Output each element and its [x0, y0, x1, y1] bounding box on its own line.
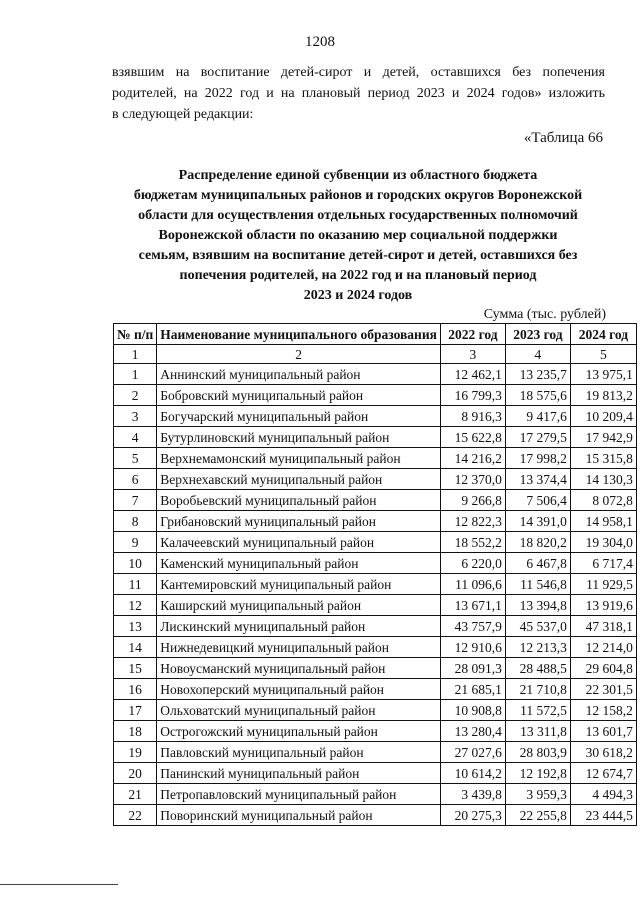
intro-line: взявшим на воспитание детей-сирот и детей, оставшихся без попечения [112, 65, 605, 80]
row-number: 10 [114, 553, 157, 574]
row-number: 18 [114, 721, 157, 742]
municipality-name: Бутурлиновский муниципальный район [157, 427, 441, 448]
municipality-name: Поворинский муниципальный район [157, 805, 441, 826]
title-line: Распределение единой субвенции из областного бюджета [178, 168, 538, 183]
row-number: 20 [114, 763, 157, 784]
municipality-name: Грибановский муниципальный район [157, 511, 441, 532]
municipality-name: Новоусманский муниципальный район [157, 658, 441, 679]
column-index: 5 [570, 345, 636, 364]
amount-2023: 12 192,8 [505, 763, 570, 784]
municipality-name: Воробьевский муниципальный район [157, 490, 441, 511]
amount-2024: 13 919,6 [570, 595, 636, 616]
table-row [114, 805, 637, 826]
amount-2022: 43 757,9 [440, 616, 505, 637]
footer-rule [0, 884, 118, 885]
amount-2022: 12 822,3 [440, 511, 505, 532]
amount-2024: 13 601,7 [570, 721, 636, 742]
amount-2023: 21 710,8 [505, 679, 570, 700]
amount-2022: 10 908,8 [440, 700, 505, 721]
column-index: 3 [440, 345, 505, 364]
amount-2023: 7 506,4 [505, 490, 570, 511]
amount-2022: 12 462,1 [440, 364, 505, 385]
municipality-name: Новохоперский муниципальный район [157, 679, 441, 700]
header-2023: 2023 год [505, 324, 570, 345]
table-row [114, 469, 637, 490]
amount-2023: 9 417,6 [505, 406, 570, 427]
municipality-name: Лискинский муниципальный район [157, 616, 441, 637]
header-2024: 2024 год [570, 324, 636, 345]
table-row [114, 616, 637, 637]
municipality-name: Калачеевский муниципальный район [157, 532, 441, 553]
amount-2022: 11 096,6 [440, 574, 505, 595]
row-number: 8 [114, 511, 157, 532]
municipality-name: Павловский муниципальный район [157, 742, 441, 763]
amount-2022: 15 622,8 [440, 427, 505, 448]
amount-2022: 27 027,6 [440, 742, 505, 763]
table-reference: «Таблица 66 [523, 130, 603, 146]
amount-2024: 23 444,5 [570, 805, 636, 826]
table-row [114, 385, 637, 406]
table-row [114, 700, 637, 721]
row-number: 19 [114, 742, 157, 763]
amount-2022: 9 266,8 [440, 490, 505, 511]
row-number: 3 [114, 406, 157, 427]
title-line: бюджетам муниципальных районов и городских округов Воронежской [133, 188, 583, 203]
amount-2023: 28 803,9 [505, 742, 570, 763]
amount-2022: 13 671,1 [440, 595, 505, 616]
amount-2022: 10 614,2 [440, 763, 505, 784]
page-number: 1208 [305, 34, 335, 50]
amount-2023: 3 959,3 [505, 784, 570, 805]
amount-2024: 12 158,2 [570, 700, 636, 721]
municipality-name: Каширский муниципальный район [157, 595, 441, 616]
table-row [114, 511, 637, 532]
row-number: 16 [114, 679, 157, 700]
amount-2023: 14 391,0 [505, 511, 570, 532]
row-number: 5 [114, 448, 157, 469]
municipality-name: Ольховатский муниципальный район [157, 700, 441, 721]
table-row [114, 679, 637, 700]
municipality-name: Нижнедевицкий муниципальный район [157, 637, 441, 658]
amount-2023: 28 488,5 [505, 658, 570, 679]
amount-2023: 13 374,4 [505, 469, 570, 490]
table-row [114, 406, 637, 427]
municipality-name: Кантемировский муниципальный район [157, 574, 441, 595]
row-number: 6 [114, 469, 157, 490]
amount-2024: 12 674,7 [570, 763, 636, 784]
amount-2023: 13 311,8 [505, 721, 570, 742]
amount-2023: 12 213,3 [505, 637, 570, 658]
amount-2024: 12 214,0 [570, 637, 636, 658]
intro-line: родителей, на 2022 год и на плановый период 2023 и 2024 годов» изложить [112, 86, 605, 101]
amount-2022: 13 280,4 [440, 721, 505, 742]
amount-2023: 13 394,8 [505, 595, 570, 616]
table-row [114, 364, 637, 385]
table-row [114, 658, 637, 679]
subvention-table [113, 323, 637, 826]
header-2022: 2022 год [440, 324, 505, 345]
amount-2024: 11 929,5 [570, 574, 636, 595]
header-number: № п/п [114, 324, 157, 345]
column-index: 4 [505, 345, 570, 364]
table-row [114, 784, 637, 805]
table-row [114, 532, 637, 553]
column-index: 1 [114, 345, 157, 364]
amount-2022: 6 220,0 [440, 553, 505, 574]
title-line: попечения родителей, на 2022 год и на плановый период [179, 268, 537, 283]
row-number: 22 [114, 805, 157, 826]
row-number: 17 [114, 700, 157, 721]
amount-2022: 16 799,3 [440, 385, 505, 406]
amount-2024: 15 315,8 [570, 448, 636, 469]
table-row [114, 742, 637, 763]
amount-2022: 14 216,2 [440, 448, 505, 469]
amount-2024: 29 604,8 [570, 658, 636, 679]
amount-2023: 22 255,8 [505, 805, 570, 826]
amount-2023: 6 467,8 [505, 553, 570, 574]
amount-2022: 18 552,2 [440, 532, 505, 553]
table-row [114, 637, 637, 658]
municipality-name: Острогожский муниципальный район [157, 721, 441, 742]
amount-2024: 17 942,9 [570, 427, 636, 448]
amount-2022: 21 685,1 [440, 679, 505, 700]
amount-2022: 20 275,3 [440, 805, 505, 826]
table-body [114, 364, 637, 826]
row-number: 14 [114, 637, 157, 658]
row-number: 2 [114, 385, 157, 406]
amount-2024: 6 717,4 [570, 553, 636, 574]
amount-2024: 22 301,5 [570, 679, 636, 700]
municipality-name: Богучарский муниципальный район [157, 406, 441, 427]
municipality-name: Панинский муниципальный район [157, 763, 441, 784]
amount-2024: 8 072,8 [570, 490, 636, 511]
amount-2023: 13 235,7 [505, 364, 570, 385]
row-number: 1 [114, 364, 157, 385]
amount-2022: 12 910,6 [440, 637, 505, 658]
amount-2022: 3 439,8 [440, 784, 505, 805]
row-number: 11 [114, 574, 157, 595]
title-line: области для осуществления отдельных государственных полномочий [138, 208, 578, 223]
intro-line: в следующей редакции: [112, 107, 254, 122]
amount-2024: 30 618,2 [570, 742, 636, 763]
table-row [114, 763, 637, 784]
amount-2022: 12 370,0 [440, 469, 505, 490]
amount-2023: 18 820,2 [505, 532, 570, 553]
amount-2023: 17 279,5 [505, 427, 570, 448]
table-row [114, 595, 637, 616]
municipality-name: Аннинский муниципальный район [157, 364, 441, 385]
column-index-row [114, 345, 637, 364]
row-number: 7 [114, 490, 157, 511]
title-line: семьям, взявшим на воспитание детей-сирот и детей, оставшихся без [138, 248, 578, 263]
amount-2024: 13 975,1 [570, 364, 636, 385]
amount-2024: 47 318,1 [570, 616, 636, 637]
row-number: 9 [114, 532, 157, 553]
header-name: Наименование муниципального образования [157, 324, 441, 345]
table-header-row [114, 324, 637, 345]
amount-2024: 4 494,3 [570, 784, 636, 805]
table-row [114, 721, 637, 742]
column-index: 2 [157, 345, 441, 364]
amount-2024: 14 130,3 [570, 469, 636, 490]
table-row [114, 427, 637, 448]
row-number: 12 [114, 595, 157, 616]
intro-paragraph [112, 62, 605, 125]
table-row [114, 448, 637, 469]
title-line: 2023 и 2024 годов [303, 288, 413, 303]
municipality-name: Верхнехавский муниципальный район [157, 469, 441, 490]
amount-2023: 45 537,0 [505, 616, 570, 637]
row-number: 4 [114, 427, 157, 448]
amount-2023: 17 998,2 [505, 448, 570, 469]
row-number: 15 [114, 658, 157, 679]
amount-2023: 18 575,6 [505, 385, 570, 406]
table-row [114, 490, 637, 511]
municipality-name: Петропавловский муниципальный район [157, 784, 441, 805]
row-number: 13 [114, 616, 157, 637]
municipality-name: Бобровский муниципальный район [157, 385, 441, 406]
amount-2024: 19 304,0 [570, 532, 636, 553]
amount-2024: 14 958,1 [570, 511, 636, 532]
table-row [114, 574, 637, 595]
amount-2023: 11 546,8 [505, 574, 570, 595]
amount-2024: 19 813,2 [570, 385, 636, 406]
municipality-name: Каменский муниципальный район [157, 553, 441, 574]
amount-2022: 28 091,3 [440, 658, 505, 679]
amount-2024: 10 209,4 [570, 406, 636, 427]
amount-2023: 11 572,5 [505, 700, 570, 721]
title-line: Воронежской области по оказанию мер социальной поддержки [158, 228, 558, 243]
document-title [108, 166, 608, 306]
row-number: 21 [114, 784, 157, 805]
table-row [114, 553, 637, 574]
amount-2022: 8 916,3 [440, 406, 505, 427]
units-label: Сумма (тыс. рублей) [483, 307, 606, 322]
municipality-name: Верхнемамонский муниципальный район [157, 448, 441, 469]
